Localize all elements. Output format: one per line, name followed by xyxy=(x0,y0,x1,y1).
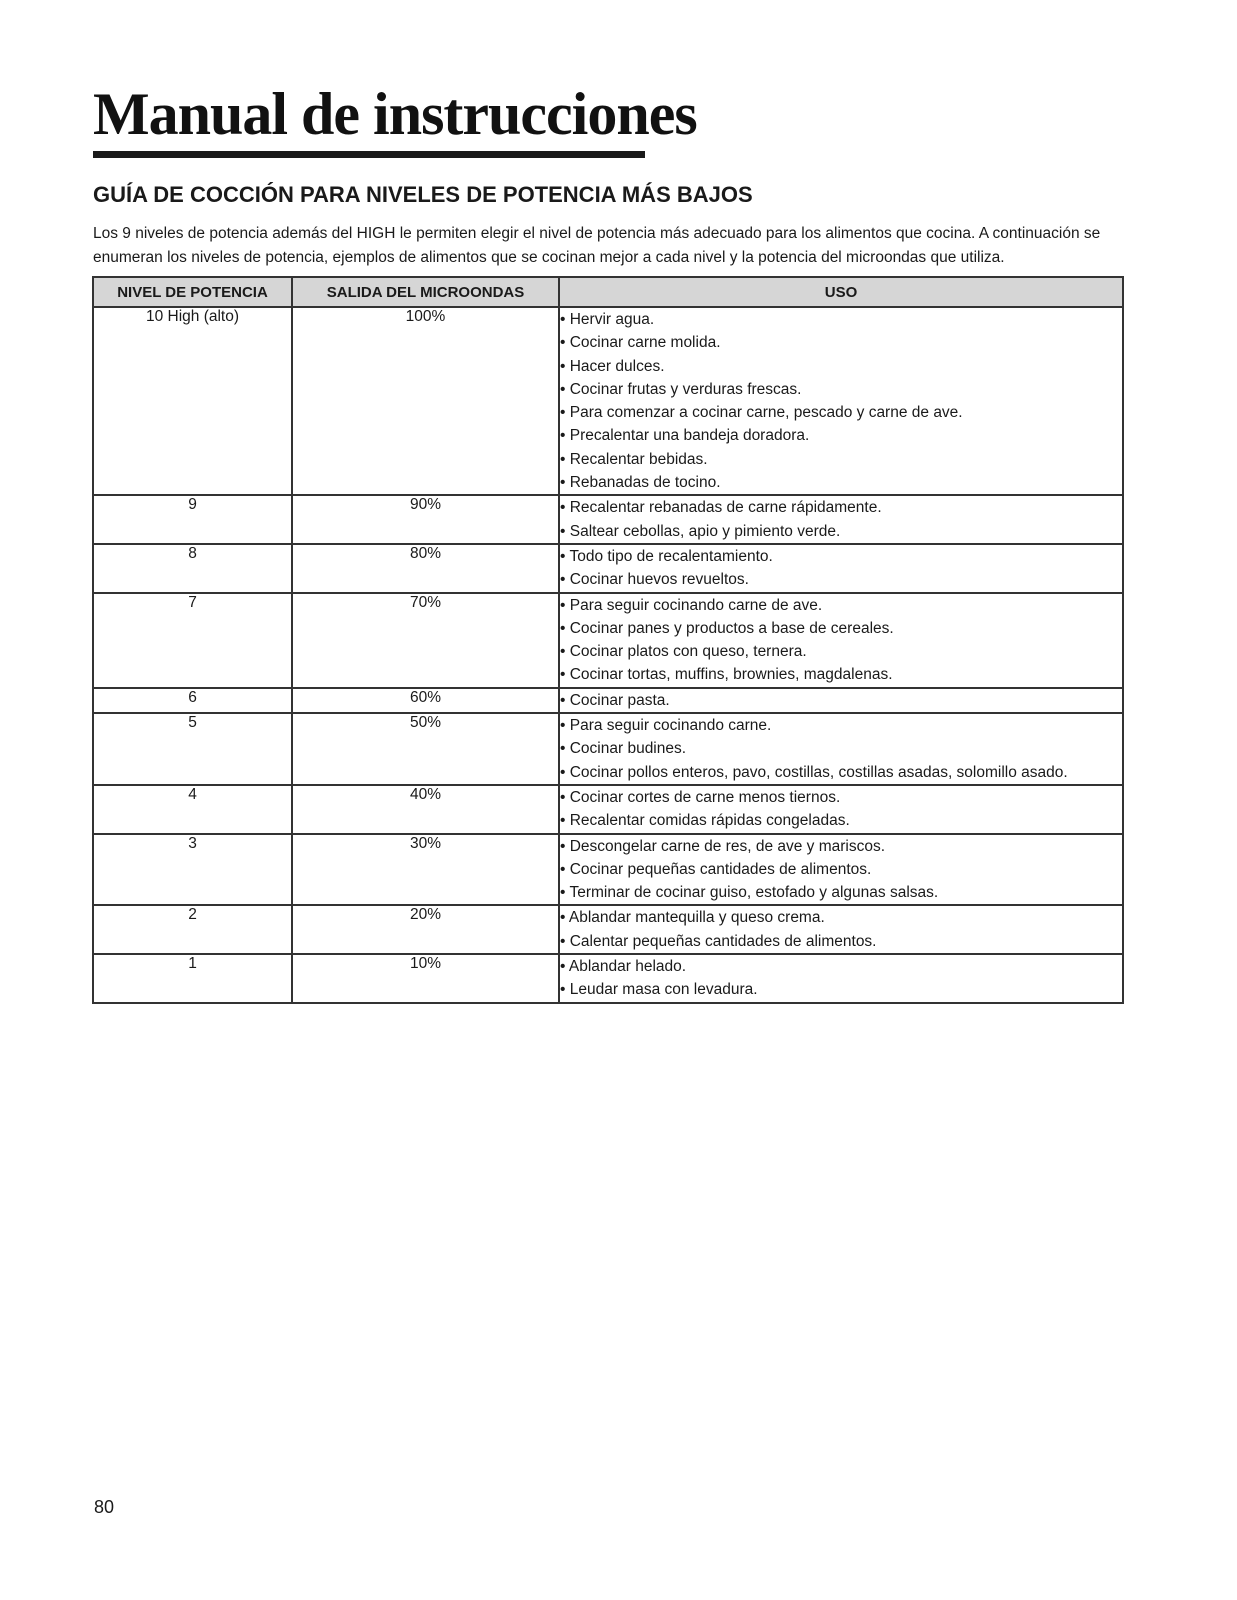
power-level-cell: 1 xyxy=(93,954,292,1003)
use-item: • Cocinar budines. xyxy=(560,740,687,758)
use-cell xyxy=(559,905,1123,954)
use-item: • Cocinar cortes de carne menos tiernos. xyxy=(560,788,841,806)
page-title: Manual de instrucciones xyxy=(93,81,697,147)
use-item: • Para seguir cocinando carne de ave. xyxy=(560,596,823,614)
use-item: • Cocinar frutas y verduras frescas. xyxy=(560,380,802,398)
microwave-output-cell: 70% xyxy=(292,593,559,688)
page-number: 80 xyxy=(94,1497,115,1517)
use-item: • Cocinar pequeñas cantidades de alimentos. xyxy=(560,860,872,878)
table-row xyxy=(93,785,1123,834)
table-row xyxy=(93,495,1123,544)
microwave-output-cell: 40% xyxy=(292,785,559,834)
use-list xyxy=(560,714,1122,784)
power-level-cell: 6 xyxy=(93,688,292,713)
use-cell xyxy=(559,713,1123,785)
power-level-cell: 7 xyxy=(93,593,292,688)
table-row xyxy=(93,834,1123,906)
table-row xyxy=(93,544,1123,593)
use-list xyxy=(560,786,1122,833)
header-power-level: NIVEL DE POTENCIA xyxy=(93,277,292,307)
title-underline xyxy=(93,151,645,158)
use-item: • Para seguir cocinando carne. xyxy=(560,717,772,735)
table-row xyxy=(93,713,1123,785)
use-item: • Cocinar panes y productos a base de cereales. xyxy=(560,619,894,637)
microwave-output-cell: 60% xyxy=(292,688,559,713)
use-cell xyxy=(559,307,1123,495)
use-list xyxy=(560,835,1122,905)
use-list xyxy=(560,496,1122,543)
table-row xyxy=(93,307,1123,495)
use-item: • Ablandar helado. xyxy=(560,958,687,976)
use-list xyxy=(560,308,1122,494)
use-cell xyxy=(559,688,1123,713)
power-level-cell: 5 xyxy=(93,713,292,785)
use-item: • Recalentar comidas rápidas congeladas. xyxy=(560,812,850,830)
microwave-output-cell: 90% xyxy=(292,495,559,544)
use-cell xyxy=(559,495,1123,544)
use-item: • Terminar de cocinar guiso, estofado y algunas salsas. xyxy=(560,884,939,902)
use-item: • Calentar pequeñas cantidades de alimentos. xyxy=(560,932,877,950)
use-item: • Rebanadas de tocino. xyxy=(560,474,721,492)
use-item: • Recalentar bebidas. xyxy=(560,450,708,468)
use-cell xyxy=(559,544,1123,593)
use-cell xyxy=(559,834,1123,906)
use-item: • Cocinar tortas, muffins, brownies, magdalenas. xyxy=(560,666,893,684)
use-list xyxy=(560,545,1122,592)
header-use: USO xyxy=(559,277,1123,307)
use-item: • Hervir agua. xyxy=(560,311,655,328)
power-level-table xyxy=(92,276,1124,1004)
table-row xyxy=(93,954,1123,1003)
use-item: • Hacer dulces. xyxy=(560,357,665,375)
use-item: • Cocinar carne molida. xyxy=(560,334,721,352)
use-item: • Para comenzar a cocinar carne, pescado y carne de ave. xyxy=(560,404,963,422)
microwave-output-cell: 80% xyxy=(292,544,559,593)
use-item: • Ablandar mantequilla y queso crema. xyxy=(560,909,825,927)
use-item: • Saltear cebollas, apio y pimiento verde. xyxy=(560,522,841,540)
table-body xyxy=(93,307,1123,1003)
use-item: • Todo tipo de recalentamiento. xyxy=(560,547,773,565)
power-level-cell: 4 xyxy=(93,785,292,834)
intro-paragraph: Los 9 niveles de potencia además del HIGH le permiten elegir el nivel de potencia más adecuado para los alimentos que cocina. A continuación se enumeran los niveles de potencia, ejemplos de alimentos que se cocinan mejor a cada nivel y la potencia del microondas que utiliza. xyxy=(93,225,1101,266)
microwave-output-cell: 10% xyxy=(292,954,559,1003)
table-row xyxy=(93,593,1123,688)
table-row xyxy=(93,905,1123,954)
table-row xyxy=(93,688,1123,713)
use-list xyxy=(560,689,1122,712)
use-item: • Recalentar rebanadas de carne rápidamente. xyxy=(560,499,882,517)
use-list xyxy=(560,594,1122,687)
use-item: • Descongelar carne de res, de ave y mariscos. xyxy=(560,837,886,855)
section-heading: GUÍA DE COCCIÓN PARA NIVELES DE POTENCIA MÁS BAJOS xyxy=(93,182,753,207)
use-cell xyxy=(559,954,1123,1003)
power-level-cell: 2 xyxy=(93,905,292,954)
use-item: • Precalentar una bandeja doradora. xyxy=(560,427,810,445)
power-level-cell: 10 High (alto) xyxy=(93,307,292,495)
power-level-cell: 3 xyxy=(93,834,292,906)
use-list xyxy=(560,906,1122,953)
use-item: • Cocinar platos con queso, ternera. xyxy=(560,643,807,661)
use-item: • Cocinar pasta. xyxy=(560,691,670,709)
power-level-cell: 9 xyxy=(93,495,292,544)
table-header-row xyxy=(93,277,1123,307)
use-cell xyxy=(559,593,1123,688)
use-cell xyxy=(559,785,1123,834)
microwave-output-cell: 50% xyxy=(292,713,559,785)
use-item: • Leudar masa con levadura. xyxy=(560,981,758,999)
power-level-cell: 8 xyxy=(93,544,292,593)
microwave-output-cell: 100% xyxy=(292,307,559,495)
header-microwave-output: SALIDA DEL MICROONDAS xyxy=(292,277,559,307)
use-item: • Cocinar pollos enteros, pavo, costillas, costillas asadas, solomillo asado. xyxy=(560,763,1068,781)
use-item: • Cocinar huevos revueltos. xyxy=(560,571,749,589)
use-list xyxy=(560,955,1122,1002)
microwave-output-cell: 20% xyxy=(292,905,559,954)
microwave-output-cell: 30% xyxy=(292,834,559,906)
